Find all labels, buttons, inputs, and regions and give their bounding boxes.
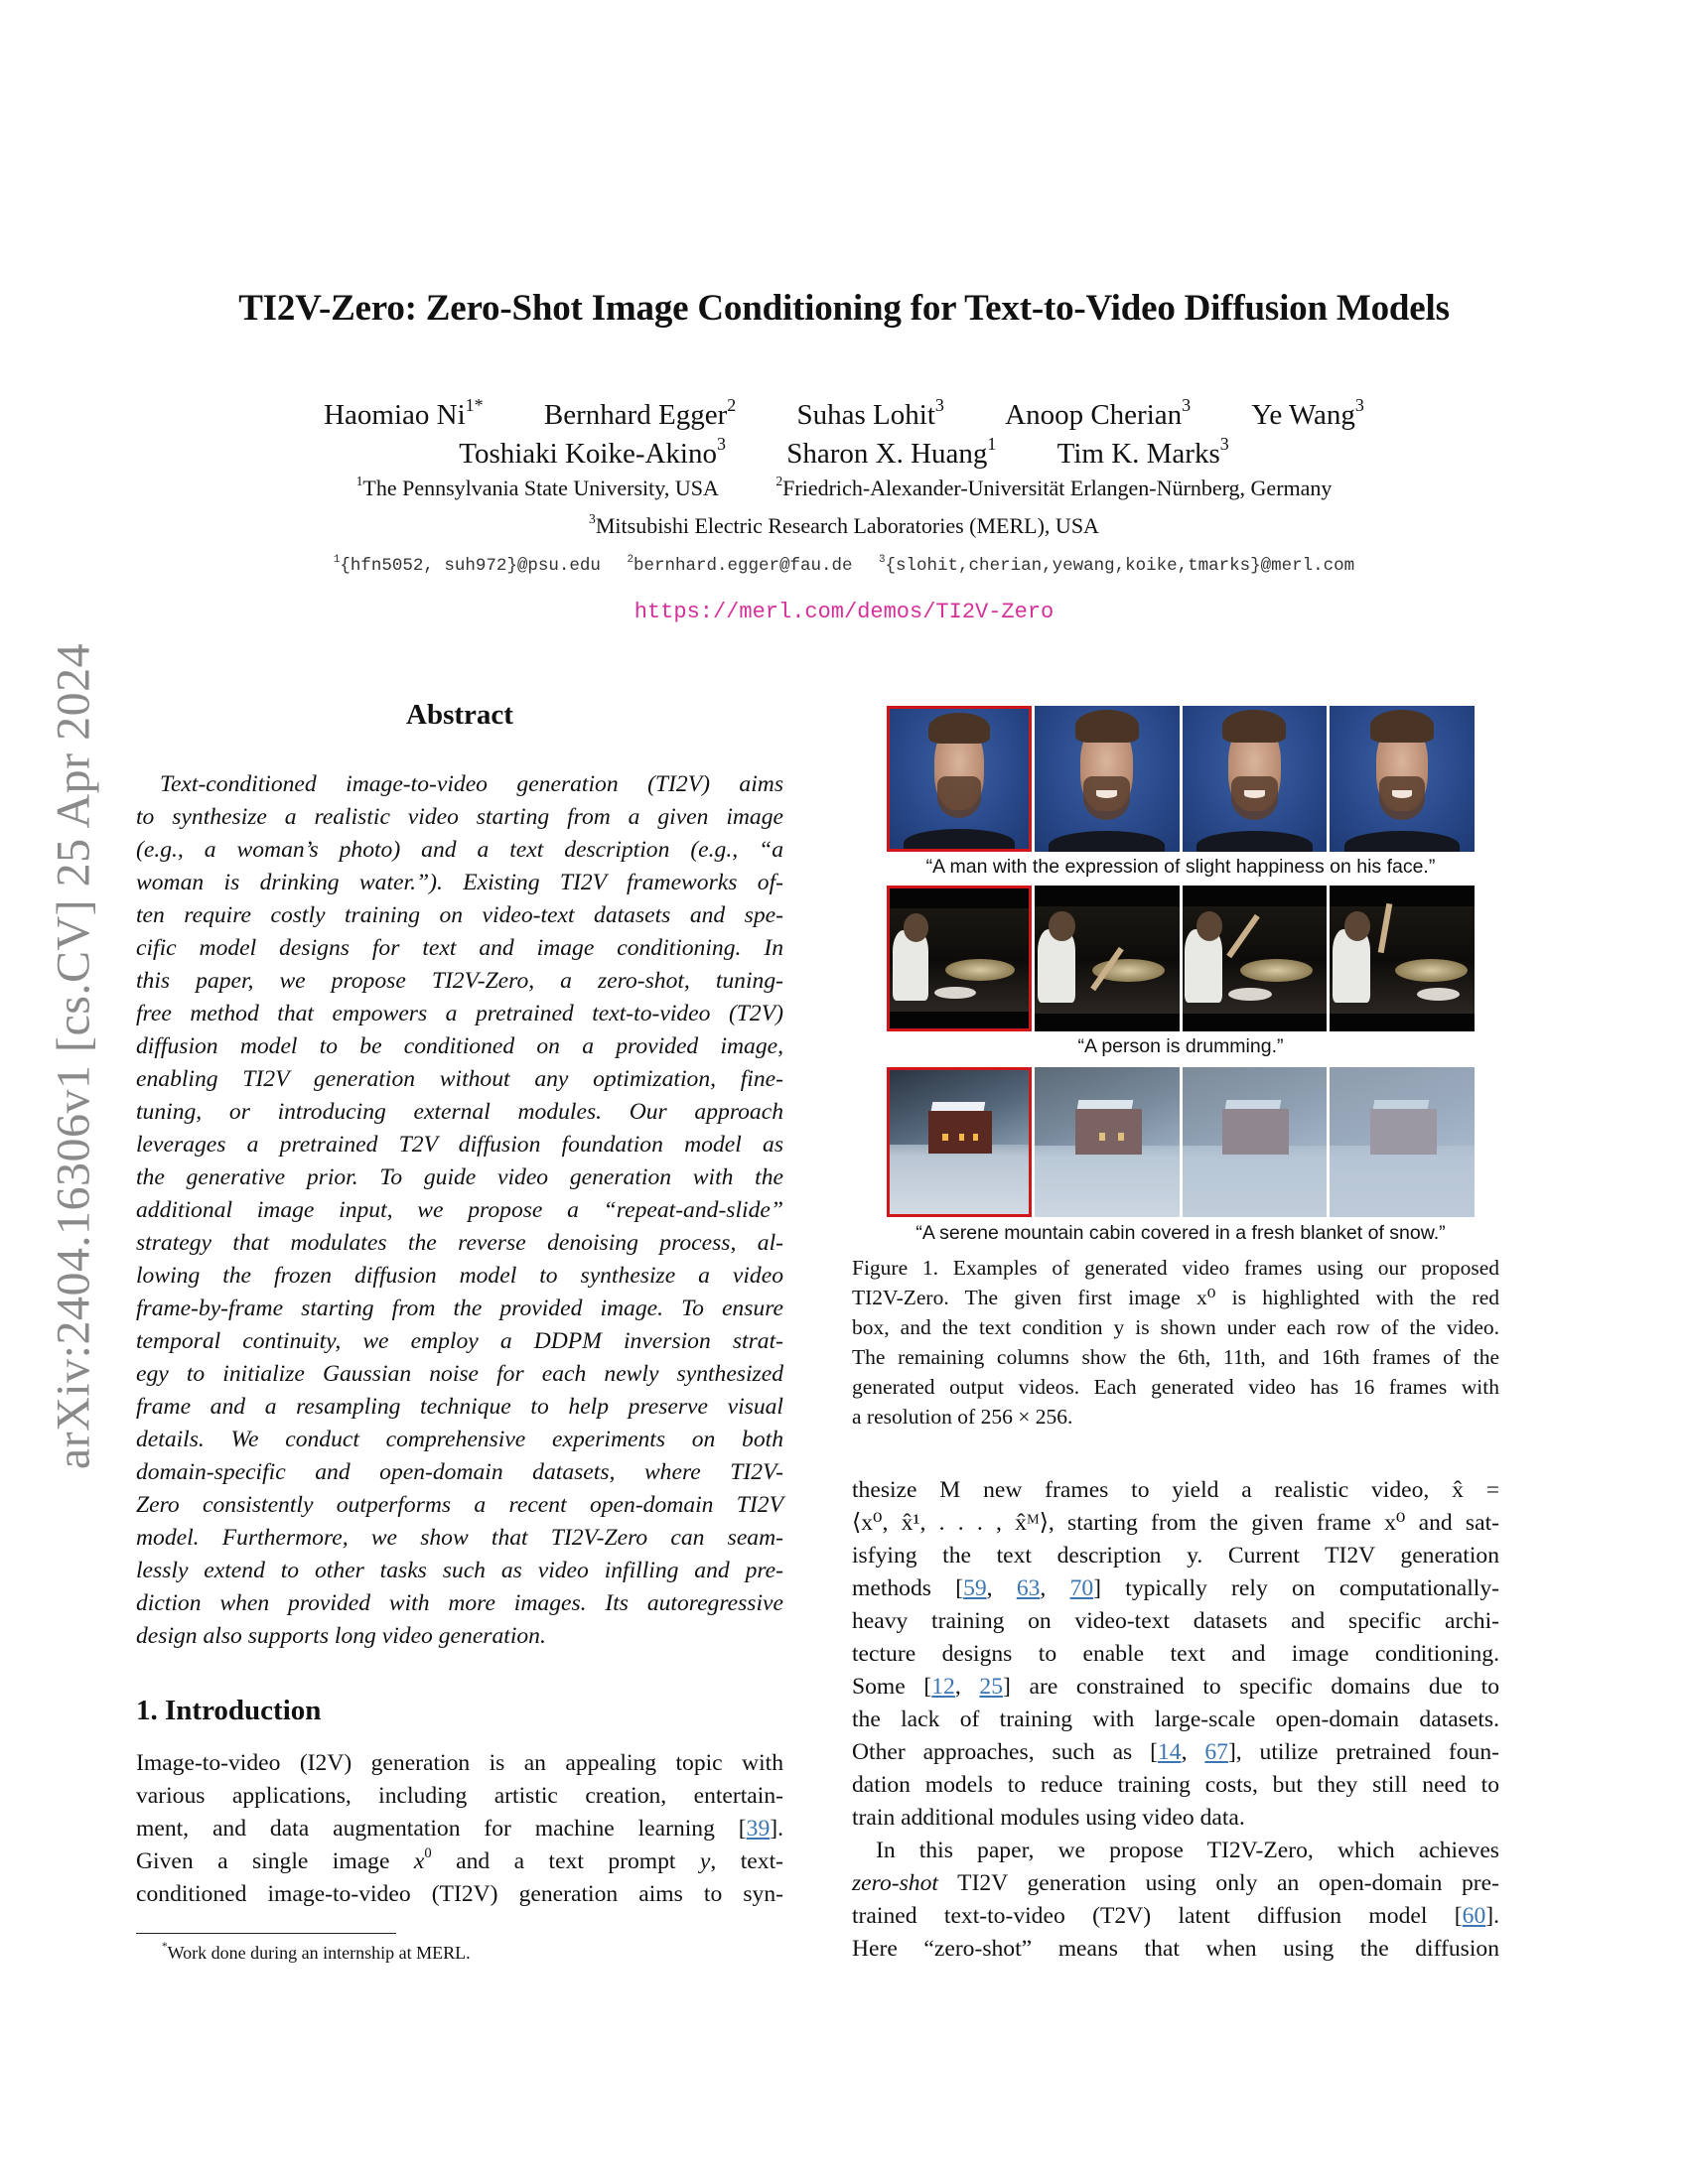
citation-link[interactable]: 59 (963, 1575, 987, 1601)
figure-row-caption: “A person is drumming.” (1077, 1035, 1284, 1057)
text-line: conditioned image-to-video (TI2V) generation aims to syn- (136, 1881, 783, 1907)
text-line: Some [12, 25] are constrained to specific domains due to (852, 1674, 1499, 1700)
generated-frame-11 (1183, 886, 1328, 1031)
abstract-line: leverages a pretrained T2V diffusion foundation model as (136, 1132, 783, 1158)
abstract-line: Zero consistently outperforms a recent open-domain TI2V (136, 1492, 783, 1518)
citation-link[interactable]: 39 (746, 1816, 771, 1842)
caption-line: box, and the text condition y is shown under each row of the video. (852, 1315, 1499, 1339)
email: $^1${hfn5052, suh972}@psu.edu (333, 553, 601, 576)
caption-line: generated output videos. Each generated video has 16 frames with (852, 1375, 1499, 1399)
author: Sharon X. Huang$^1$ (786, 433, 997, 470)
figure-1 (887, 706, 1475, 1246)
abstract-line: domain-specific and open-domain datasets, where TI2V- (136, 1459, 783, 1485)
citation-link[interactable]: 12 (931, 1674, 955, 1700)
figure-row-face (887, 706, 1475, 852)
abstract-line: diffusion model to be conditioned on a provided image, (136, 1033, 783, 1059)
paper-title: TI2V-Zero: Zero-Shot Image Conditioning for Text-to-Video Diffusion Models (238, 288, 1450, 329)
generated-frame-6 (1035, 886, 1180, 1031)
figure-1-caption (852, 1253, 1499, 1432)
text-line: trained text-to-video (T2V) latent diffusion model [60]. (852, 1903, 1499, 1929)
figure-row-caption: “A man with the expression of slight happiness on his face.” (925, 856, 1436, 878)
author: Toshiaki Koike-Akino$^3$ (459, 433, 726, 470)
abstract-line: temporal continuity, we employ a DDPM inversion strat- (136, 1328, 783, 1354)
abstract-line: frame and a resampling technique to help preserve visual (136, 1394, 783, 1420)
arxiv-side-label: arXiv:2404.16306v1 [cs.CV] 25 Apr 2024 (47, 642, 100, 1470)
abstract-line: the generative prior. To guide video generation with the (136, 1164, 783, 1190)
abstract-line: lessly extend to other tasks such as video infilling and pre- (136, 1558, 783, 1583)
generated-frame-16 (1330, 886, 1475, 1031)
text-line: Other approaches, such as [14, 67], utilize pretrained foun- (852, 1739, 1499, 1765)
text-line: dation models to reduce training costs, but they still need to (852, 1772, 1499, 1798)
input-frame-drum (887, 886, 1032, 1031)
text-line: Here “zero-shot” means that when using the diffusion (852, 1936, 1499, 1962)
text-line: train additional modules using video data. (852, 1805, 1245, 1831)
affiliation: $^2$Friedrich-Alexander-Universität Erlangen-Nürnberg, Germany (775, 473, 1333, 500)
abstract-line: model. Furthermore, we show that TI2V-Zero can seam- (136, 1525, 783, 1551)
abstract-line: diction when provided with more images. Its autoregressive (136, 1590, 783, 1616)
citation-link[interactable]: 14 (1157, 1739, 1182, 1765)
abstract-line: lowing the frozen diffusion model to synthesize a video (136, 1263, 783, 1289)
introduction-heading: 1. Introduction (136, 1695, 322, 1726)
author: Tim K. Marks$^3$ (1056, 433, 1229, 470)
text-line: zero-shot TI2V generation using only an open-domain pre- (852, 1870, 1499, 1896)
abstract-line: to synthesize a realistic video starting from a given image (136, 804, 783, 830)
generated-frame-11 (1183, 1067, 1328, 1217)
abstract-line: ten require costly training on video-text datasets and spe- (136, 902, 783, 928)
author-emails (0, 554, 1688, 578)
footnote-divider (136, 1933, 396, 1934)
abstract-line: tuning, or introducing external modules. Our approach (136, 1099, 783, 1125)
abstract-line: enabling TI2V generation without any optimization, fine- (136, 1066, 783, 1092)
affiliations-line-1 (0, 475, 1688, 502)
author: Ye Wang$^3$ (1251, 394, 1364, 431)
text-line: ment, and data augmentation for machine learning [39]. (136, 1816, 783, 1842)
text-line: Image-to-video (I2V) generation is an appealing topic with (136, 1750, 783, 1776)
text-line: In this paper, we propose TI2V-Zero, which achieves (876, 1838, 1499, 1863)
caption-line: Figure 1. Examples of generated video frames using our proposed (852, 1256, 1499, 1280)
abstract-line: details. We conduct comprehensive experiments on both (136, 1427, 783, 1452)
abstract-line: (e.g., a woman’s photo) and a text description (e.g., “a (136, 837, 783, 863)
abstract-line: egy to initialize Gaussian noise for each newly synthesized (136, 1361, 783, 1387)
authors-line-1 (0, 394, 1688, 433)
author: Anoop Cherian$^3$ (1005, 394, 1192, 431)
abstract-line: strategy that modulates the reverse denoising process, al- (136, 1230, 783, 1256)
abstract-heading: Abstract (406, 699, 513, 731)
project-url-link[interactable]: https://merl.com/demos/TI2V-Zero (633, 600, 1055, 624)
generated-frame-6 (1035, 1067, 1180, 1217)
generated-frame-16 (1330, 1067, 1475, 1217)
email: $^3${slohit,cherian,yewang,koike,tmarks}@merl.com (879, 553, 1355, 576)
abstract-line: cific model designs for text and image conditioning. In (136, 935, 783, 961)
author: Suhas Lohit$^3$ (796, 394, 944, 431)
citation-link[interactable]: 70 (1069, 1575, 1094, 1601)
citation-link[interactable]: 25 (979, 1674, 1003, 1700)
abstract-line: Text-conditioned image-to-video generation (TI2V) aims (160, 771, 783, 797)
text-line: methods [59, 63, 70] typically rely on computationally- (852, 1575, 1500, 1601)
project-url-line (0, 599, 1688, 626)
caption-line: The remaining columns show the 6th, 11th, and 16th frames of the (852, 1345, 1499, 1369)
generated-frame-6 (1035, 706, 1180, 852)
text-line: isfying the text description y. Current TI2V generation (852, 1543, 1499, 1569)
abstract-body (136, 768, 783, 1653)
input-frame-cabin (887, 1067, 1032, 1217)
text-line: various applications, including artistic creation, entertain- (136, 1783, 783, 1809)
author: Bernhard Egger$^2$ (543, 394, 737, 431)
author: Haomiao $Ni^{1*}$ (324, 394, 484, 431)
text-line: thesize M new frames to yield a realistic video, x̂ = (852, 1477, 1499, 1503)
text-line: tecture designs to enable text and image conditioning. (852, 1641, 1499, 1667)
affiliations-line-2 (0, 512, 1688, 540)
abstract-line: free method that empowers a pretrained text-to-video (T2V) (136, 1001, 783, 1026)
figure-row-drum (887, 886, 1475, 1031)
affiliation: $^3$Mitsubishi Electric Research Laboratories (MERL), USA (589, 510, 1099, 538)
generated-frame-16 (1330, 706, 1475, 852)
caption-line: a resolution of 256 × 256. (852, 1405, 1073, 1429)
email: $^2$bernhard.egger@fau.de (627, 553, 853, 576)
text-line: heavy training on video-text datasets and specific archi- (852, 1608, 1499, 1634)
figure-row-cabin (887, 1067, 1475, 1217)
citation-link[interactable]: 67 (1204, 1739, 1228, 1765)
abstract-line: design also supports long video generation. (136, 1623, 546, 1649)
abstract-line: this paper, we propose TI2V-Zero, a zero-shot, tuning- (136, 968, 783, 994)
introduction-body-continued (852, 1474, 1499, 1966)
citation-link[interactable]: 63 (1016, 1575, 1041, 1601)
text-line: ⟨x⁰, x̂¹, . . . , x̂ᴹ⟩, starting from the given frame x⁰ and sat- (852, 1510, 1499, 1536)
footnote: *Work done during an internship at MERL. (162, 1941, 471, 1963)
citation-link[interactable]: 60 (1462, 1903, 1486, 1929)
introduction-body (136, 1747, 783, 1911)
text-line: the lack of training with large-scale open-domain datasets. (852, 1706, 1499, 1732)
input-frame-face (887, 706, 1032, 852)
abstract-line: woman is drinking water.”). Existing TI2V frameworks of- (136, 870, 783, 895)
text-line: Given a single image $x^0$ and a text prompt y, text- (136, 1844, 783, 1874)
caption-line: TI2V-Zero. The given first image x⁰ is highlighted with the red (852, 1286, 1499, 1309)
abstract-line: frame-by-frame starting from the provided image. To ensure (136, 1296, 783, 1321)
affiliation: $^1$The Pennsylvania State University, USA (355, 473, 719, 500)
authors-line-2 (0, 433, 1688, 472)
generated-frame-11 (1183, 706, 1328, 852)
abstract-line: additional image input, we propose a “repeat-and-slide” (136, 1197, 783, 1223)
figure-row-caption: “A serene mountain cabin covered in a fresh blanket of snow.” (915, 1222, 1446, 1244)
